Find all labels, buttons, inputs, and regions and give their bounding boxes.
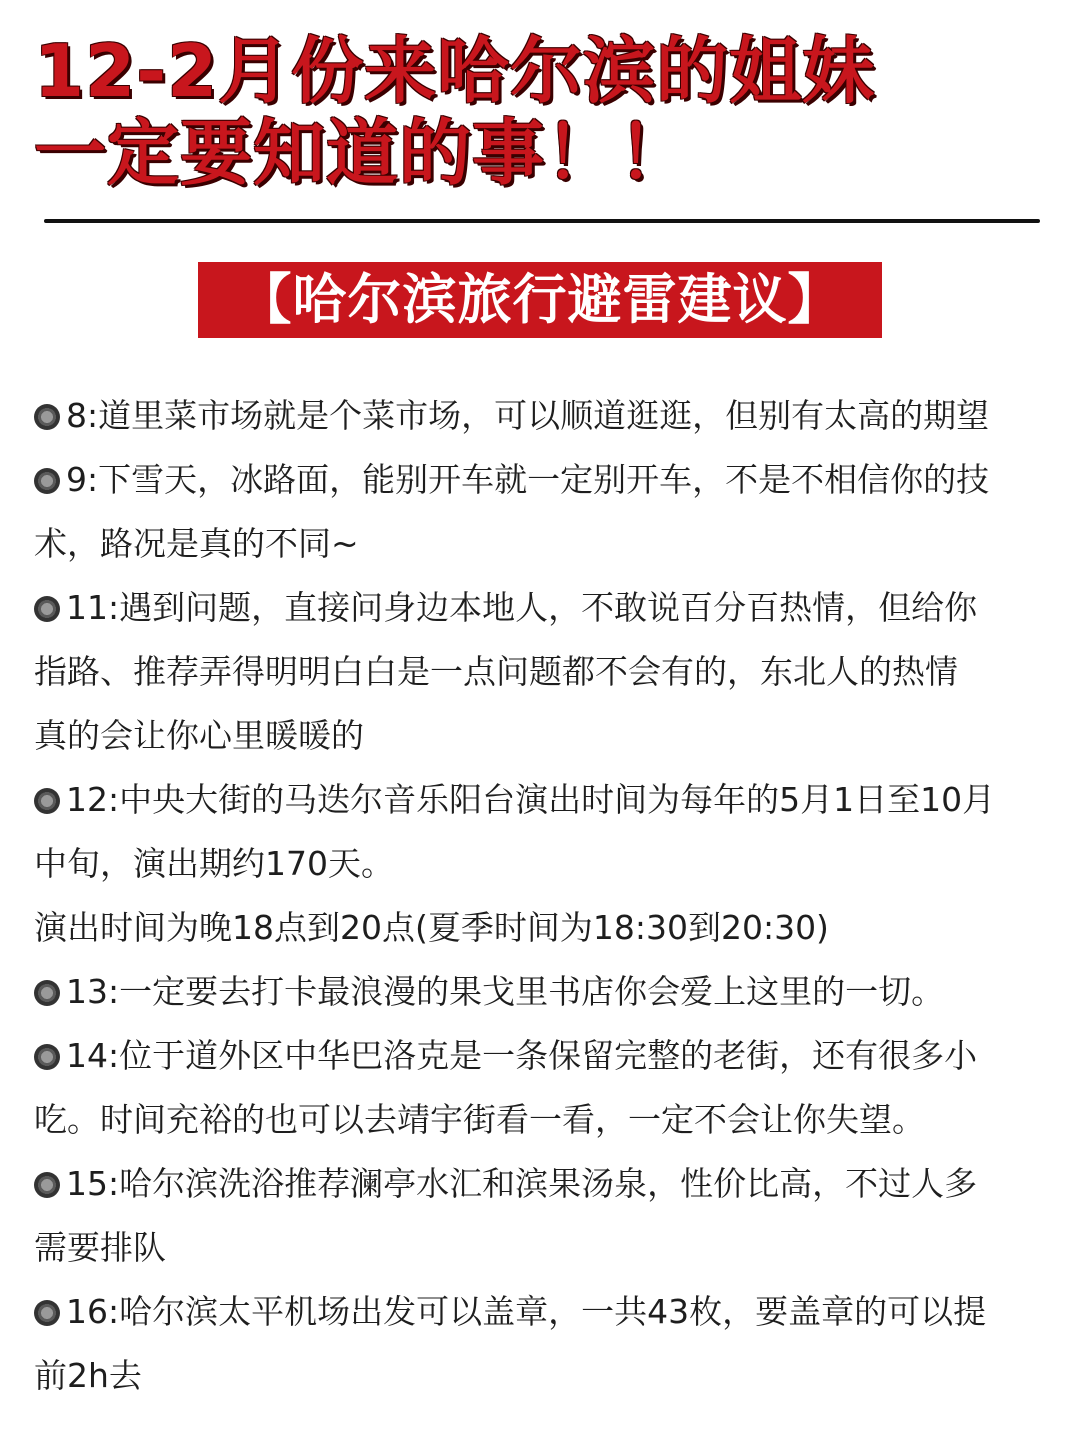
tip-text-line: 14:位于道外区中华巴洛克是一条保留完整的老街，还有很多小 [66, 1036, 978, 1075]
tip-item-15 [34, 1152, 1058, 1280]
bullet-circle-icon [34, 404, 60, 430]
tip-text-line: 8:道里菜市场就是个菜市场，可以顺道逛逛，但别有太高的期望 [66, 396, 990, 435]
section-banner-label: 【哈尔滨旅行避雷建议】 [237, 268, 843, 331]
title-line-2: 一定要知道的事！！ [34, 111, 692, 195]
tip-text-line: 演出时间为晚18点到20点(夏季时间为18:30到20:30) [34, 908, 829, 947]
tip-text-line: 11:遇到问题，直接问身边本地人，不敢说百分百热情，但给你 [66, 588, 978, 627]
tip-text-line: 前2h去 [34, 1356, 142, 1395]
tip-text-line: 中旬，演出期约170天。 [34, 844, 394, 883]
bullet-circle-icon [34, 1300, 60, 1326]
tip-item-14 [34, 1024, 1058, 1152]
bullet-circle-icon [34, 788, 60, 814]
tip-text-line: 吃。时间充裕的也可以去靖宇街看一看，一定不会让你失望。 [34, 1100, 925, 1139]
tip-text-line: 15:哈尔滨洗浴推荐澜亭水汇和滨果汤泉，性价比高，不过人多 [66, 1164, 978, 1203]
bullet-circle-icon [34, 1044, 60, 1070]
tip-item-8 [34, 384, 1058, 448]
tip-text-line: 9:下雪天，冰路面，能别开车就一定别开车，不是不相信你的技 [66, 460, 990, 499]
section-banner [198, 262, 882, 338]
tip-item-12 [34, 768, 1058, 960]
tip-item-9 [34, 448, 1058, 576]
title-divider [44, 219, 1040, 223]
bullet-circle-icon [34, 468, 60, 494]
tip-text-line: 16:哈尔滨太平机场出发可以盖章，一共43枚，要盖章的可以提 [66, 1292, 987, 1331]
tip-text-line: 指路、推荐弄得明明白白是一点问题都不会有的，东北人的热情 [34, 652, 958, 691]
tip-text-line: 术，路况是真的不同~ [34, 524, 359, 563]
bullet-circle-icon [34, 980, 60, 1006]
tip-text-line: 需要排队 [34, 1228, 166, 1267]
tip-item-13 [34, 960, 1058, 1024]
bullet-circle-icon [34, 596, 60, 622]
page-title [34, 30, 1044, 194]
tips-list [34, 384, 1058, 1408]
tip-text-line: 真的会让你心里暖暖的 [34, 716, 364, 755]
tip-item-16 [34, 1280, 1058, 1408]
title-line-1: 12-2月份来哈尔滨的姐妹 [34, 29, 876, 113]
tip-item-11 [34, 576, 1058, 768]
bullet-circle-icon [34, 1172, 60, 1198]
tip-text-line: 12:中央大街的马迭尔音乐阳台演出时间为每年的5月1日至10月 [66, 780, 996, 819]
tip-text-line: 13:一定要去打卡最浪漫的果戈里书店你会爱上这里的一切。 [66, 972, 945, 1011]
